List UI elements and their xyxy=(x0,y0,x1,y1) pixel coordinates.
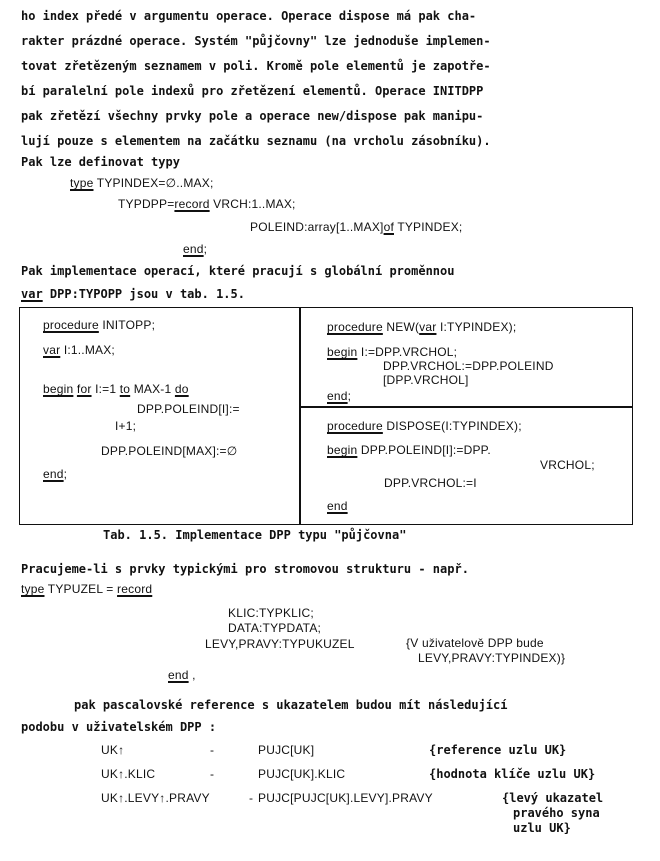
initopp-assign-1: DPP.POLEIND[I]:= xyxy=(137,402,240,416)
prose-line-2: rakter prázdné operace. Systém "půjčovny" lze jednoduše implemen- xyxy=(21,34,491,48)
tree-field-klic: KLIC:TYPKLIC; xyxy=(228,606,314,620)
ref-row-1-dpp: PUJC[UK] xyxy=(258,743,315,757)
end-semicolon: ; xyxy=(347,389,352,403)
new-body-3: [DPP.VRCHOL] xyxy=(383,373,469,387)
dispose-body-2: VRCHOL; xyxy=(540,458,595,472)
keyword-do: do xyxy=(174,382,189,396)
initopp-assign-2: I+1; xyxy=(115,419,137,433)
ref-row-3-pascal: UK↑.LEVY↑.PRAVY xyxy=(101,791,210,805)
dispose-end xyxy=(327,499,348,513)
ref-row-1-sep: - xyxy=(210,743,215,757)
table-divider-horizontal xyxy=(299,406,633,408)
prose-line-1: ho index předé v argumentu operace. Operace dispose má pak cha- xyxy=(21,9,477,23)
keyword-end: end xyxy=(43,467,64,481)
keyword-var: var xyxy=(43,343,61,357)
ref-row-3-comment-cont-2: uzlu UK} xyxy=(513,821,571,835)
typuzel-def: TYPUZEL = xyxy=(44,582,118,596)
var-line xyxy=(21,287,245,301)
prose-line-6: lují pouze s elementem na začátku seznamu (na vrcholu zásobníku). xyxy=(21,134,491,148)
table-divider-vertical xyxy=(299,307,301,525)
tree-text: Pracujeme-li s prvky typickými pro stromovou strukturu - např. xyxy=(21,562,469,576)
initopp-begin-for xyxy=(43,382,189,396)
keyword-var: var xyxy=(21,287,43,301)
types-line-1 xyxy=(70,176,213,190)
prose-line-3: tovat zřetězeným seznamem v poli. Kromě pole elementů je zapotře- xyxy=(21,59,491,73)
keyword-begin: begin xyxy=(43,382,74,396)
ref-row-2-dpp: PUJC[UK].KLIC xyxy=(258,767,346,781)
keyword-end: end xyxy=(327,389,348,403)
tree-comment-2: LEVY,PRAVY:TYPINDEX)} xyxy=(418,651,566,665)
keyword-record: record xyxy=(117,582,153,596)
prose-line-4: bí paralelní pole indexů pro zřetězení elementů. Operace INITDPP xyxy=(21,84,484,98)
types-line-3 xyxy=(250,220,462,234)
to-rest: MAX-1 xyxy=(130,382,175,396)
keyword-begin: begin xyxy=(327,345,358,359)
for-rest: I:=1 xyxy=(91,382,120,396)
initopp-var xyxy=(43,343,115,357)
keyword-to: to xyxy=(119,382,131,396)
tree-comment-1: {V uživatelově DPP bude xyxy=(406,636,544,650)
tree-field-levy-pravy: LEVY,PRAVY:TYPUKUZEL xyxy=(205,637,355,651)
ref-row-3-comment: {levý ukazatel xyxy=(502,791,604,805)
initopp-var-rest: I:1..MAX; xyxy=(60,343,115,357)
end-semicolon: ; xyxy=(203,242,208,256)
keyword-type: type xyxy=(70,176,94,190)
keyword-procedure: procedure xyxy=(327,419,383,433)
initopp-end xyxy=(43,467,67,481)
impl-text: Pak implementace operací, které pracují s globální proměnnou xyxy=(21,264,455,278)
new-header xyxy=(327,320,516,334)
end-semicolon: ; xyxy=(63,467,68,481)
keyword-of: of xyxy=(383,220,394,234)
pascal-text-2: podobu v uživatelském DPP : xyxy=(21,720,217,734)
keyword-begin: begin xyxy=(327,443,358,457)
initopp-header xyxy=(43,318,155,332)
ref-row-2-comment: {hodnota klíče uzlu UK} xyxy=(429,767,596,781)
dispose-begin xyxy=(327,443,491,457)
new-name-b: I:TYPINDEX); xyxy=(436,320,517,334)
ref-row-3-sep: - xyxy=(249,791,254,805)
new-name-a: NEW( xyxy=(382,320,420,334)
new-begin xyxy=(327,345,457,359)
var-line-rest: DPP:TYPOPP jsou v tab. 1.5. xyxy=(42,287,245,301)
initopp-name: INITOPP; xyxy=(98,318,156,332)
ref-row-1-comment: {reference uzlu UK} xyxy=(429,743,567,757)
dispose-body-1: DPP.POLEIND[I]:=DPP. xyxy=(357,443,491,457)
ref-row-2-pascal: UK↑.KLIC xyxy=(101,767,156,781)
keyword-end: end xyxy=(327,499,348,513)
new-end xyxy=(327,389,351,403)
types-line-2 xyxy=(118,197,296,211)
vrch-field: VRCH:1..MAX; xyxy=(209,197,296,211)
types-line-4 xyxy=(183,242,207,256)
table-1-5 xyxy=(19,307,633,525)
ref-row-3-dpp: PUJC[PUJC[UK].LEVY].PRAVY xyxy=(258,791,433,805)
initopp-assign-3: DPP.POLEIND[MAX]:=∅ xyxy=(101,444,238,458)
end-comma: , xyxy=(188,668,196,682)
typdpp-def: TYPDPP= xyxy=(118,197,175,211)
prose-line-7: Pak lze definovat typy xyxy=(21,155,180,169)
new-body-1: I:=DPP.VRCHOL; xyxy=(357,345,458,359)
dispose-body-3: DPP.VRCHOL:=I xyxy=(384,476,477,490)
keyword-for: for xyxy=(76,382,92,396)
tree-field-data: DATA:TYPDATA; xyxy=(228,621,322,635)
dispose-name: DISPOSE(I:TYPINDEX); xyxy=(382,419,522,433)
poleind-type: TYPINDEX; xyxy=(394,220,463,234)
tree-end xyxy=(168,668,196,682)
prose-line-5: pak zřetězí všechny prvky pole a operace new/dispose pak manipu- xyxy=(21,109,484,123)
keyword-end: end xyxy=(183,242,204,256)
dispose-header xyxy=(327,419,522,433)
keyword-end: end xyxy=(168,668,189,682)
keyword-type: type xyxy=(21,582,45,596)
keyword-var: var xyxy=(419,320,437,334)
keyword-procedure: procedure xyxy=(43,318,99,332)
poleind-field: POLEIND:array[1..MAX] xyxy=(250,220,384,234)
table-caption: Tab. 1.5. Implementace DPP typu "půjčovna" xyxy=(103,528,407,542)
keyword-record: record xyxy=(174,197,210,211)
new-body-2: DPP.VRCHOL:=DPP.POLEIND xyxy=(383,359,554,373)
ref-row-3-comment-cont-1: pravého syna xyxy=(513,806,600,820)
typindex-def: TYPINDEX=∅..MAX; xyxy=(93,176,214,190)
ref-row-1-pascal: UK↑ xyxy=(101,743,125,757)
tree-type-line xyxy=(21,582,152,596)
ref-row-2-sep: - xyxy=(210,767,215,781)
pascal-text-1: pak pascalovské reference s ukazatelem budou mít následující xyxy=(74,698,508,712)
keyword-procedure: procedure xyxy=(327,320,383,334)
